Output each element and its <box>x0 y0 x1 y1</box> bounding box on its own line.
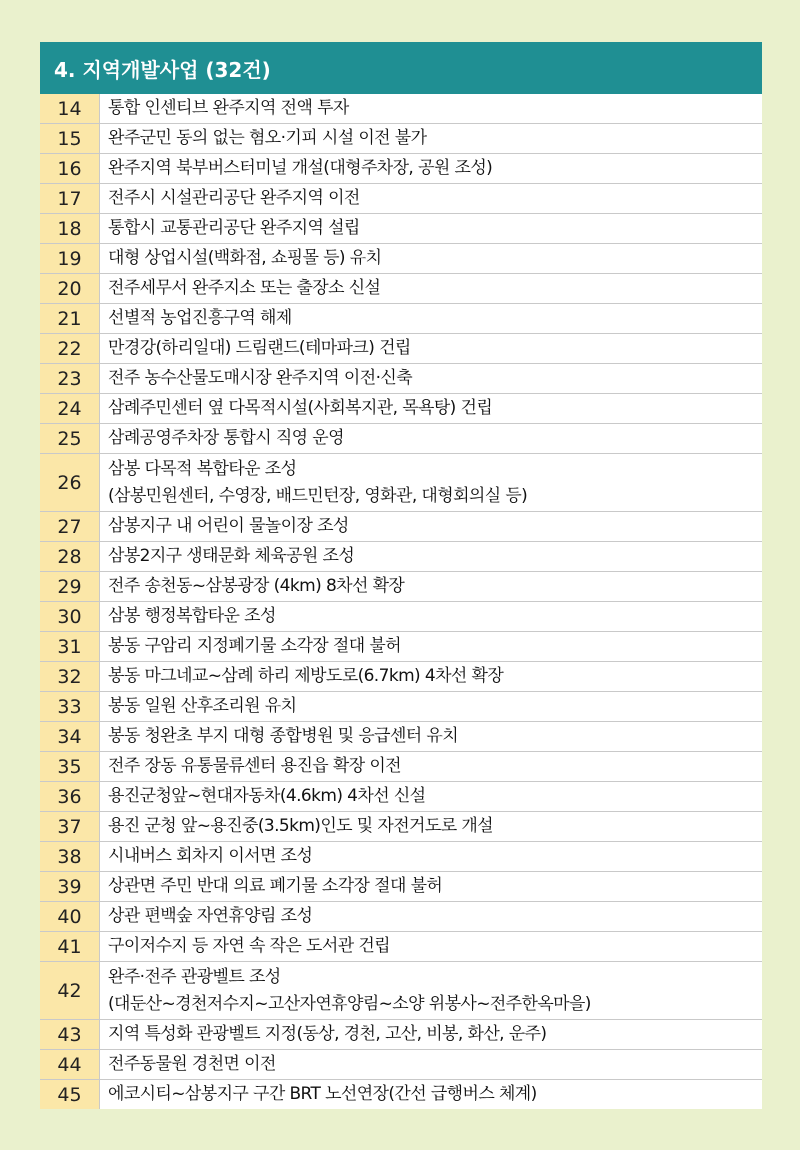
item-text <box>100 1020 762 1049</box>
item-number: 18 <box>40 214 100 243</box>
item-text <box>100 334 762 363</box>
list-item <box>40 94 762 123</box>
item-text-line: 대형 상업시설(백화점, 쇼핑몰 등) 유치 <box>108 248 382 268</box>
list-item <box>40 601 762 631</box>
item-number: 41 <box>40 932 100 961</box>
item-text-line: 통합시 교통관리공단 완주지역 설립 <box>108 218 360 238</box>
list-item <box>40 213 762 243</box>
list-item <box>40 1049 762 1079</box>
item-text <box>100 94 762 123</box>
item-number: 28 <box>40 542 100 571</box>
item-text <box>100 184 762 213</box>
item-text <box>100 812 762 841</box>
list-item <box>40 123 762 153</box>
item-text <box>100 692 762 721</box>
item-text <box>100 124 762 153</box>
item-number: 24 <box>40 394 100 423</box>
list-item <box>40 541 762 571</box>
item-text <box>100 632 762 661</box>
item-number: 16 <box>40 154 100 183</box>
item-number: 42 <box>40 962 100 1019</box>
list-item <box>40 901 762 931</box>
item-number: 26 <box>40 454 100 511</box>
item-text <box>100 154 762 183</box>
item-text-line: 만경강(하리일대) 드림랜드(테마파크) 건립 <box>108 338 411 358</box>
item-number: 30 <box>40 602 100 631</box>
item-number: 14 <box>40 94 100 123</box>
item-text-line: 삼봉지구 내 어린이 물놀이장 조성 <box>108 516 349 536</box>
item-number: 32 <box>40 662 100 691</box>
item-text <box>100 304 762 333</box>
item-text-line: 용진 군청 앞~용진중(3.5km)인도 및 자전거도로 개설 <box>108 816 493 836</box>
item-number: 35 <box>40 752 100 781</box>
item-text-line: 용진군청앞~현대자동차(4.6km) 4차선 신설 <box>108 786 426 806</box>
item-text <box>100 542 762 571</box>
list-item <box>40 961 762 1019</box>
item-text-line: 완주·전주 관광벨트 조성 <box>108 966 281 987</box>
list-item <box>40 751 762 781</box>
item-text-line: 통합 인센티브 완주지역 전액 투자 <box>108 98 349 118</box>
list-item <box>40 183 762 213</box>
item-number: 20 <box>40 274 100 303</box>
item-text <box>100 1050 762 1079</box>
item-number: 38 <box>40 842 100 871</box>
list-item <box>40 931 762 961</box>
list-item <box>40 423 762 453</box>
list-item <box>40 631 762 661</box>
item-number: 27 <box>40 512 100 541</box>
item-text <box>100 842 762 871</box>
item-number: 36 <box>40 782 100 811</box>
item-text-line: 전주 농수산물도매시장 완주지역 이전·신축 <box>108 368 413 388</box>
list-item <box>40 871 762 901</box>
list-item <box>40 571 762 601</box>
item-text-line: 삼례주민센터 옆 다목적시설(사회복지관, 목욕탕) 건립 <box>108 398 493 418</box>
item-text-line: 전주 장동 유통물류센터 용진읍 확장 이전 <box>108 756 401 776</box>
item-text <box>100 512 762 541</box>
list-item <box>40 153 762 183</box>
list-item <box>40 363 762 393</box>
item-text-line: 봉동 청완초 부지 대형 종합병원 및 응급센터 유치 <box>108 726 459 746</box>
list-item <box>40 273 762 303</box>
item-text <box>100 572 762 601</box>
list-item <box>40 811 762 841</box>
item-text-line: 완주군민 동의 없는 혐오·기피 시설 이전 불가 <box>108 128 427 148</box>
list-item <box>40 333 762 363</box>
item-number: 34 <box>40 722 100 751</box>
item-text-line: 삼봉2지구 생태문화 체육공원 조성 <box>108 546 355 566</box>
item-text <box>100 394 762 423</box>
item-number: 25 <box>40 424 100 453</box>
item-text-line: 삼봉 행정복합타운 조성 <box>108 606 276 626</box>
list-item <box>40 303 762 333</box>
item-text-line: 전주동물원 경천면 이전 <box>108 1054 276 1074</box>
item-number: 37 <box>40 812 100 841</box>
item-text-line: 전주 송천동~삼봉광장 (4km) 8차선 확장 <box>108 576 405 596</box>
item-text <box>100 214 762 243</box>
list-item <box>40 1079 762 1109</box>
item-number: 29 <box>40 572 100 601</box>
item-text <box>100 1080 762 1109</box>
item-text-line: 전주시 시설관리공단 완주지역 이전 <box>108 188 360 208</box>
item-text-line: 시내버스 회차지 이서면 조성 <box>108 846 313 866</box>
item-text <box>100 722 762 751</box>
item-text-line: 구이저수지 등 자연 속 작은 도서관 건립 <box>108 936 390 956</box>
policy-list <box>40 94 762 1109</box>
item-number: 40 <box>40 902 100 931</box>
list-item <box>40 393 762 423</box>
list-item <box>40 1019 762 1049</box>
item-text <box>100 274 762 303</box>
item-text-line: 전주세무서 완주지소 또는 출장소 신설 <box>108 278 381 298</box>
item-text-line: 삼례공영주차장 통합시 직영 운영 <box>108 428 344 448</box>
item-text-line: (대둔산~경천저수지~고산자연휴양림~소양 위봉사~전주한옥마을) <box>108 993 591 1014</box>
list-item <box>40 721 762 751</box>
section-header <box>40 42 762 94</box>
item-number: 31 <box>40 632 100 661</box>
item-number: 22 <box>40 334 100 363</box>
section-title: 4. 지역개발사업 (32건) <box>54 57 271 82</box>
item-text-line: (삼봉민원센터, 수영장, 배드민턴장, 영화관, 대형회의실 등) <box>108 485 528 506</box>
item-text <box>100 424 762 453</box>
item-number: 45 <box>40 1080 100 1109</box>
item-number: 23 <box>40 364 100 393</box>
item-text <box>100 872 762 901</box>
item-text <box>100 932 762 961</box>
item-text-line: 완주지역 북부버스터미널 개설(대형주차장, 공원 조성) <box>108 158 493 178</box>
item-text <box>100 752 762 781</box>
item-text-line: 삼봉 다목적 복합타운 조성 <box>108 458 297 479</box>
list-item <box>40 453 762 511</box>
item-number: 44 <box>40 1050 100 1079</box>
item-number: 21 <box>40 304 100 333</box>
item-text-line: 봉동 마그네교~삼례 하리 제방도로(6.7km) 4차선 확장 <box>108 666 504 686</box>
list-item <box>40 511 762 541</box>
item-number: 17 <box>40 184 100 213</box>
item-text <box>100 962 762 1019</box>
item-number: 43 <box>40 1020 100 1049</box>
item-number: 39 <box>40 872 100 901</box>
list-item <box>40 781 762 811</box>
item-text-line: 지역 특성화 관광벨트 지정(동상, 경천, 고산, 비봉, 화산, 운주) <box>108 1024 547 1044</box>
list-item <box>40 691 762 721</box>
item-text <box>100 662 762 691</box>
item-text-line: 상관 편백숲 자연휴양림 조성 <box>108 906 313 926</box>
item-text <box>100 782 762 811</box>
item-text <box>100 602 762 631</box>
item-text <box>100 364 762 393</box>
item-text <box>100 454 762 511</box>
policy-card <box>40 42 762 1109</box>
item-text-line: 봉동 구암리 지정폐기물 소각장 절대 불허 <box>108 636 401 656</box>
item-number: 15 <box>40 124 100 153</box>
item-number: 33 <box>40 692 100 721</box>
item-number: 19 <box>40 244 100 273</box>
list-item <box>40 661 762 691</box>
list-item <box>40 841 762 871</box>
item-text <box>100 902 762 931</box>
item-text-line: 봉동 일원 산후조리원 유치 <box>108 696 297 716</box>
item-text-line: 에코시티~삼봉지구 구간 BRT 노선연장(간선 급행버스 체계) <box>108 1084 537 1104</box>
list-item <box>40 243 762 273</box>
item-text-line: 선별적 농업진흥구역 해제 <box>108 308 292 328</box>
item-text-line: 상관면 주민 반대 의료 폐기물 소각장 절대 불허 <box>108 876 443 896</box>
item-text <box>100 244 762 273</box>
